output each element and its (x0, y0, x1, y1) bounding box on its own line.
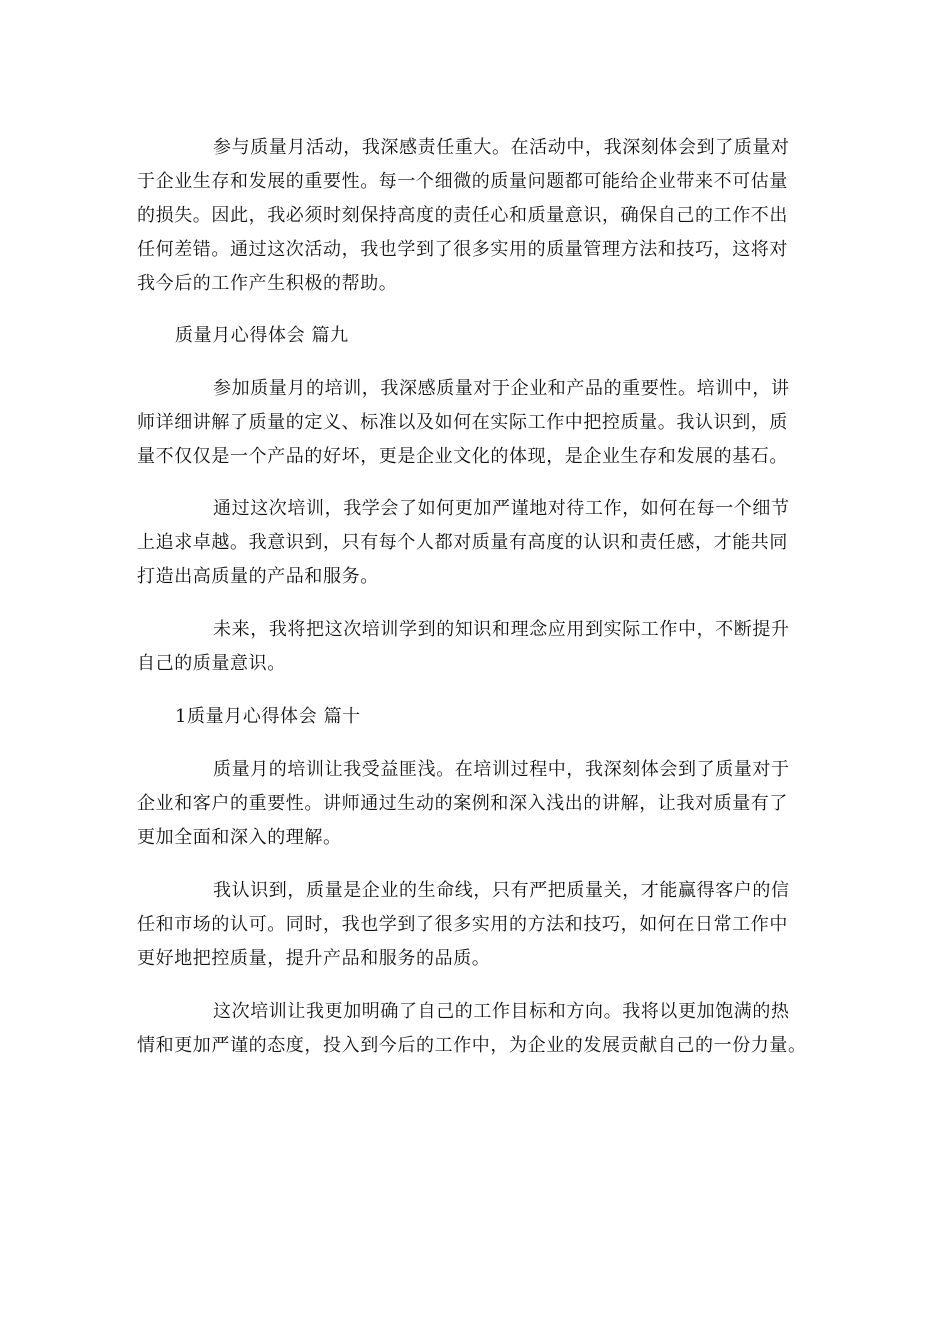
paragraph-quality-lifeline (137, 874, 827, 976)
text-line: 我认识到，质量是企业的生命线，只有严把质量关，才能赢得客户的信 (213, 880, 790, 901)
text-line: 未来，我将把这次培训学到的知识和理念应用到实际工作中，不断提升 (213, 619, 790, 640)
text-line: 于企业生存和发展的重要性。每一个细微的质量问题都可能给企业带来不可估量 (137, 171, 788, 192)
text-line: 的损失。因此，我必须时刻保持高度的责任心和质量意识，确保自己的工作不出 (137, 205, 788, 226)
paragraph-future-plan (137, 613, 827, 681)
text-line: 师详细讲解了质量的定义、标准以及如何在实际工作中把控质量。我认识到，质 (137, 412, 788, 433)
text-line: 参与质量月活动，我深感责任重大。在活动中，我深刻体会到了质量对 (213, 137, 790, 158)
text-line: 任何差错。通过这次活动，我也学到了很多实用的质量管理方法和技巧，这将对 (137, 239, 788, 260)
text-line: 参加质量月的培训，我深感质量对于企业和产品的重要性。培训中，讲 (213, 378, 790, 399)
section-heading-10: 1质量月心得体会 篇十 (175, 706, 361, 727)
text-line: 上追求卓越。我意识到，只有每个人都对质量有高度的认识和责任感，才能共同 (137, 532, 788, 553)
text-line: 质量月的培训让我受益匪浅。在培训过程中，我深刻体会到了质量对于 (213, 759, 790, 780)
paragraph-training-lessons (137, 492, 827, 594)
paragraph-goals-direction (137, 995, 827, 1063)
text-line: 任和市场的认可。同时，我也学到了很多实用的方法和技巧，如何在日常工作中 (137, 914, 788, 935)
text-line: 这次培训让我更加明确了自己的工作目标和方向。我将以更加饱满的热 (213, 1001, 790, 1022)
text-line: 自己的质量意识。 (137, 653, 286, 674)
text-line: 更好地把控质量，提升产品和服务的品质。 (137, 948, 491, 969)
text-line: 通过这次培训，我学会了如何更加严谨地对待工作，如何在每一个细节 (213, 498, 790, 519)
paragraph-training-benefit (137, 753, 827, 855)
text-line: 企业和客户的重要性。讲师通过生动的案例和深入浅出的讲解，让我对质量有了 (137, 793, 788, 814)
text-line: 打造出高质量的产品和服务。 (137, 566, 379, 587)
paragraph-training-importance (137, 372, 827, 474)
text-line: 量不仅仅是一个产品的好坏，更是企业文化的体现，是企业生存和发展的基石。 (137, 446, 788, 467)
text-line: 情和更加严谨的态度，投入到今后的工作中，为企业的发展贡献自己的一份力量。 (137, 1035, 807, 1056)
text-line: 我今后的工作产生积极的帮助。 (137, 273, 398, 294)
paragraph-quality-month-activity (137, 131, 827, 301)
section-heading-9: 质量月心得体会 篇九 (175, 325, 349, 346)
text-line: 更加全面和深入的理解。 (137, 827, 342, 848)
